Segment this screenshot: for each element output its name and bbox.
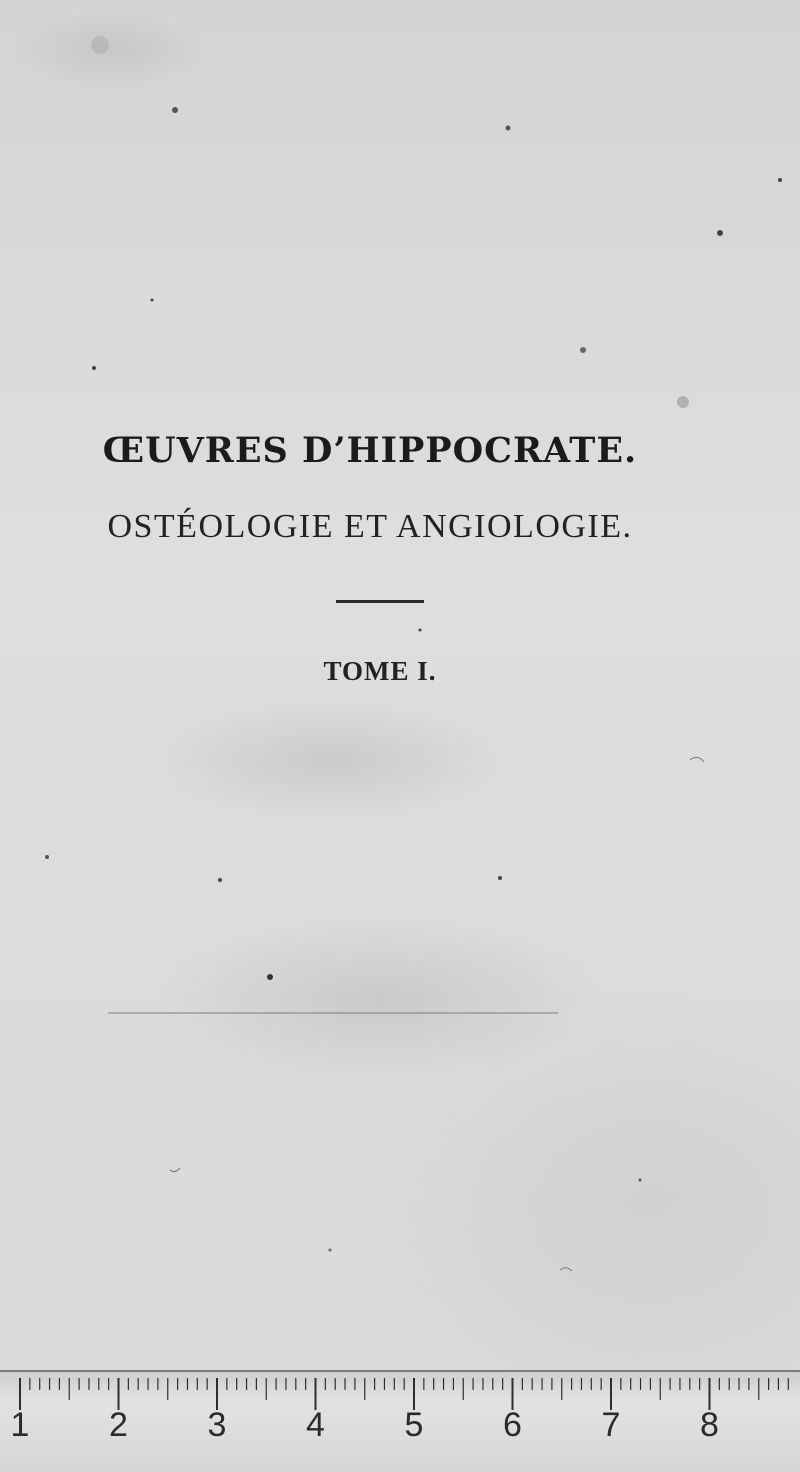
volume-label: TOME I. [323, 656, 437, 686]
ruler-number: 5 [404, 1406, 424, 1444]
ruler-number: 7 [601, 1406, 621, 1444]
ruler-number: 2 [109, 1406, 128, 1444]
measuring-ruler [0, 1370, 800, 1472]
ruler-number: 4 [306, 1406, 325, 1444]
ruler-number: 1 [10, 1406, 30, 1444]
ruler-number: 3 [207, 1406, 227, 1444]
ruler-number: 8 [700, 1406, 719, 1444]
book-title: ŒUVRES D’HIPPOCRATE. [102, 430, 638, 471]
book-subtitle: OSTÉOLOGIE ET ANGIOLOGIE. [107, 508, 633, 545]
show-through-rule [108, 1012, 558, 1014]
ruler-number: 6 [503, 1406, 522, 1444]
title-divider [336, 600, 424, 603]
